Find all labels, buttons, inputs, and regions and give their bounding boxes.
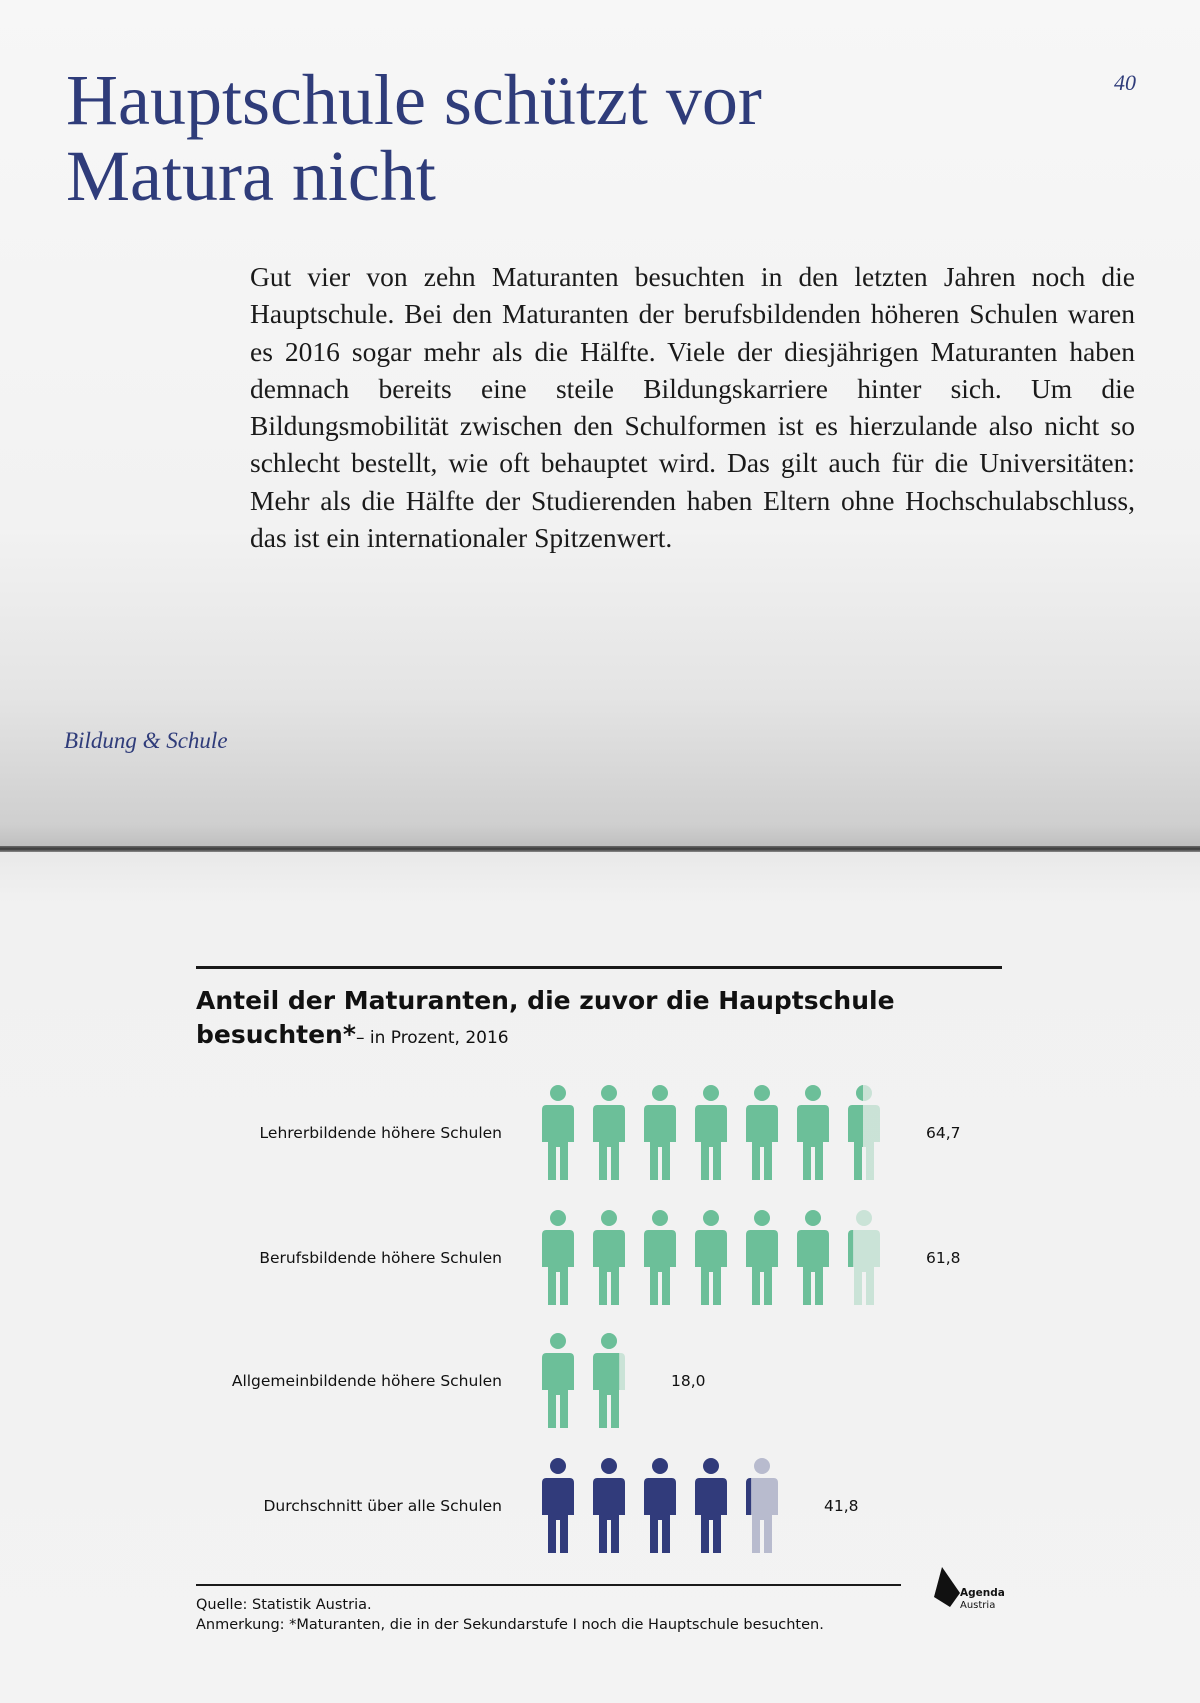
source-text: Quelle: Statistik Austria. <box>196 1597 372 1613</box>
page-title: Hauptschule schützt vor Matura nicht <box>66 60 762 216</box>
value-label: 41,8 <box>824 1497 859 1515</box>
agenda-austria-logo <box>932 1563 1005 1613</box>
category-label: Durchschnitt über alle Schulen <box>263 1497 502 1515</box>
chart-top-rule <box>196 966 1002 969</box>
chart-title <box>196 984 956 1055</box>
annotation-text: Anmerkung: *Maturanten, die in der Sekundarstufe I noch die Hauptschule besuchten. <box>196 1617 824 1633</box>
body-paragraph: Gut vier von zehn Maturanten besuchten in den letzten Jahren noch die Hauptschule. Bei den Maturanten der berufsbildenden höheren Schulen waren es 2016 sogar mehr als die Hälfte. Viele der diesjährigen Maturanten haben demnach bereits eine steile Bildungskarriere hinter sich. Um die Bildungsmobilität zwischen den Schulformen ist es hierzulande also nicht so schlecht bestellt, wie oft behauptet wird. Das gilt auch für die Universitäten: Mehr als die Hälfte der Studierenden haben Eltern ohne Hochschulabschluss, das ist ein internationaler Spitzenwert. <box>250 261 1135 554</box>
logo-text-agenda: Agenda <box>960 1587 1005 1599</box>
section-label: Bildung & Schule <box>64 728 228 753</box>
value-label: 64,7 <box>926 1124 961 1142</box>
category-label: Lehrerbildende höhere Schulen <box>259 1124 502 1142</box>
logo-text-austria: Austria <box>960 1600 996 1611</box>
chart-title-text: Anteil der Maturanten, die zuvor die Hauptschule besuchten* <box>196 986 895 1049</box>
value-label: 18,0 <box>671 1372 706 1390</box>
category-label: Berufsbildende höhere Schulen <box>259 1249 502 1267</box>
category-label: Allgemeinbildende höhere Schulen <box>231 1372 502 1390</box>
lower-page <box>0 852 1200 1703</box>
page-number: 40 <box>1114 70 1136 95</box>
source-note <box>196 1595 916 1635</box>
chart-subtitle: – in Prozent, 2016 <box>355 1028 509 1048</box>
value-label: 61,8 <box>926 1249 961 1267</box>
chart-bottom-rule <box>196 1584 901 1586</box>
logo-mark-icon <box>932 1563 962 1609</box>
